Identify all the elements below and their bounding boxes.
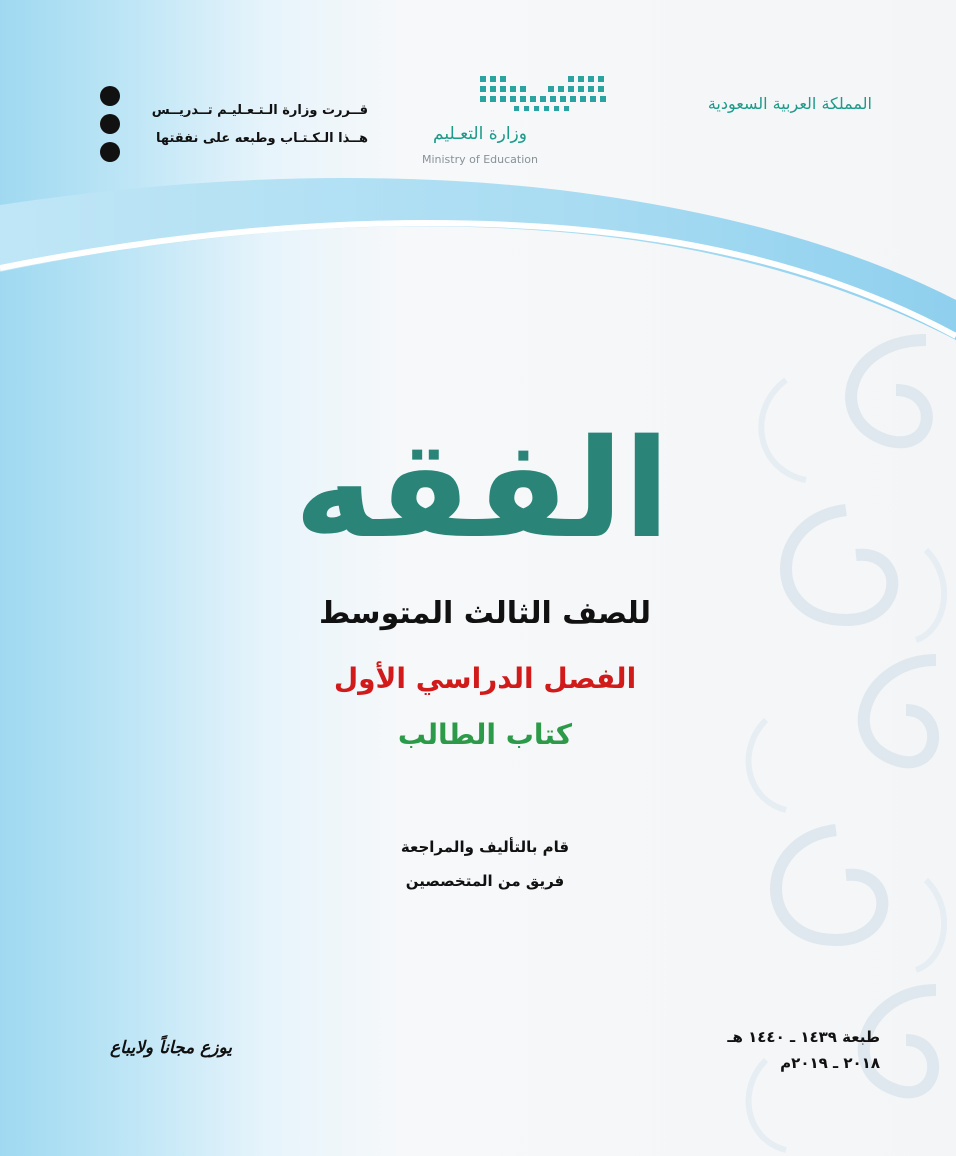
approval-statement [124, 97, 368, 153]
edition-info [660, 1024, 880, 1076]
bullet-list [100, 86, 124, 170]
ministry-name-english: Ministry of Education [421, 153, 538, 166]
edition-gregorian: ٢٠١٨ ـ ٢٠١٩م [780, 1054, 880, 1072]
semester-label: الفصل الدراسي الأول [333, 662, 637, 695]
ministry-name-arabic: وزارة التعـليم [433, 124, 527, 144]
subject-title: الفقه [294, 411, 670, 569]
bullet-dot-icon [100, 86, 120, 106]
free-distribution-note: يوزع مجاناً ولايباع [110, 1038, 232, 1058]
credit-line-2: فريق من المتخصصين [405, 872, 565, 890]
approval-line-1: قــررت وزارة الـتـعـليـم تــدريــس [151, 103, 368, 118]
bullet-dot-icon [100, 114, 120, 134]
book-type-label: كتاب الطالب [397, 718, 573, 751]
grade-label: للصف الثالث المتوسط [318, 596, 652, 631]
kingdom-label: المملكة العربية السعودية [707, 94, 872, 113]
approval-line-2: هــذا الـكـتـاب وطبعه على نفقتها [155, 131, 368, 146]
edition-hijri: طبعة ١٤٣٩ ـ ١٤٤٠ هـ [727, 1028, 880, 1046]
credit-line-1: قام بالتأليف والمراجعة [400, 838, 570, 856]
bullet-dot-icon [100, 142, 120, 162]
authors-credit [340, 830, 630, 898]
